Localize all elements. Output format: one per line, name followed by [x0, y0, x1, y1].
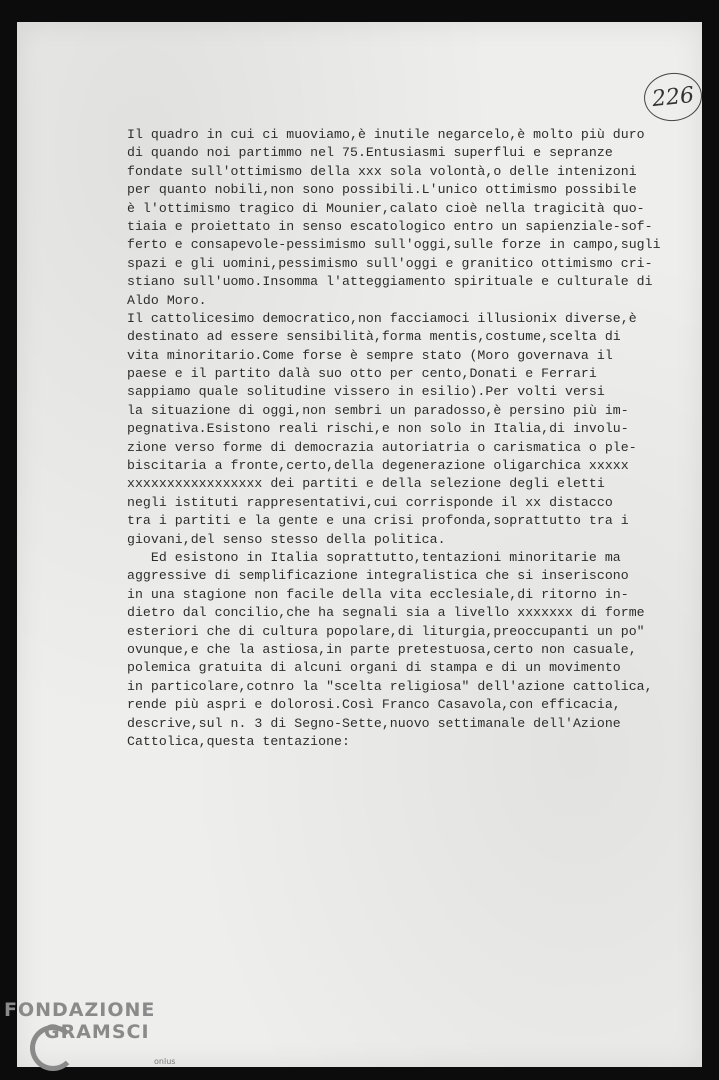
watermark-line1: FONDAZIONE — [4, 999, 156, 1021]
text-line: rende più aspri e dolorosi.Così Franco Casavola,con efficacia, — [127, 697, 621, 713]
text-line: negli istituti rappresentativi,cui corrisponde il xx distacco — [127, 494, 613, 510]
text-line: ferto e consapevole-pessimismo sull'oggi,sulle forze in campo,sugli — [127, 237, 661, 253]
text-line: Ed esistono in Italia soprattutto,tentazioni minoritarie ma — [127, 549, 621, 565]
watermark-small: onlus — [154, 1057, 176, 1066]
text-line: Aldo Moro. — [127, 292, 207, 308]
text-line: aggressive di semplificazione integralistica che si inseriscono — [127, 568, 629, 584]
text-line: tra i partiti e la gente e una crisi profonda,soprattutto tra i — [127, 513, 629, 529]
text-line: paese e il partito dalà suo otto per cento,Donati e Ferrari — [127, 366, 597, 382]
text-line: xxxxxxxxxxxxxxxxx dei partiti e della selezione degli eletti — [127, 476, 605, 492]
text-line: Il quadro in cui ci muoviamo,è inutile negarcelo,è molto più duro — [127, 127, 645, 142]
text-line: destinato ad essere sensibilità,forma mentis,costume,scelta di — [127, 329, 621, 345]
text-line: zione verso forme di democrazia autoriatria o carismatica o ple- — [127, 439, 637, 455]
typewritten-text — [127, 126, 687, 751]
text-line: sappiamo quale solitudine vissero in esilio).Per volti versi — [127, 384, 605, 400]
text-line: vita minoritario.Come forse è sempre stato (Moro governava il — [127, 347, 613, 363]
text-line: fondate sull'ottimismo della xxx sola volontà,o delle intenizoni — [127, 163, 637, 179]
text-line: biscitaria a fronte,certo,della degenerazione oligarchica xxxxx — [127, 458, 629, 474]
text-line: Il cattolicesimo democratico,non facciamoci illusionix diverse,è — [127, 310, 637, 326]
text-line: descrive,sul n. 3 di Segno-Sette,nuovo settimanale dell'Azione — [127, 715, 621, 731]
text-line: la situazione di oggi,non sembri un paradosso,è persino più im- — [127, 402, 629, 418]
text-line: in particolare,cotnro la "scelta religiosa" dell'azione cattolica, — [127, 678, 653, 694]
text-line: tiaia e proiettato in senso escatologico entro un sapienziale-sof- — [127, 218, 653, 234]
document-page — [17, 22, 702, 1067]
text-line: ovunque,e che la astiosa,in parte pretestuosa,certo non casuale, — [127, 641, 637, 657]
text-line: è l'ottimismo tragico di Mounier,calato cioè nella tragicità quo- — [127, 200, 645, 216]
fondazione-gramsci-watermark — [4, 999, 176, 1066]
text-line: in una stagione non facile della vita ecclesiale,di ritorno in- — [127, 586, 629, 602]
text-line: Cattolica,questa tentazione: — [127, 733, 350, 749]
watermark-logo-icon — [30, 1025, 76, 1071]
text-line: esteriori che di cultura popolare,di liturgia,preoccupanti un po" — [127, 623, 645, 639]
text-line: di quando noi partimmo nel 75.Entusiasmi superflui e sepranze — [127, 145, 613, 161]
text-line: polemica gratuita di alcuni organi di stampa e di un movimento — [127, 660, 621, 676]
watermark-line2: GRAMSCI — [44, 1021, 150, 1043]
text-line: spazi e gli uomini,pessimismo sull'oggi e granitico ottimismo cri- — [127, 255, 653, 271]
text-line: dietro dal concilio,che ha segnali sia a livello xxxxxxx di forme — [127, 605, 645, 621]
text-line: stiano sull'uomo.Insomma l'atteggiamento spirituale e culturale di — [127, 274, 653, 290]
text-line: giovani,del senso stesso della politica. — [127, 531, 446, 547]
text-line: pegnativa.Esistono reali rischi,e non solo in Italia,di involu- — [127, 421, 629, 437]
text-line: per quanto nobili,non sono possibili.L'unico ottimismo possibile — [127, 182, 637, 198]
page-number-stamp: 226 — [642, 70, 705, 124]
